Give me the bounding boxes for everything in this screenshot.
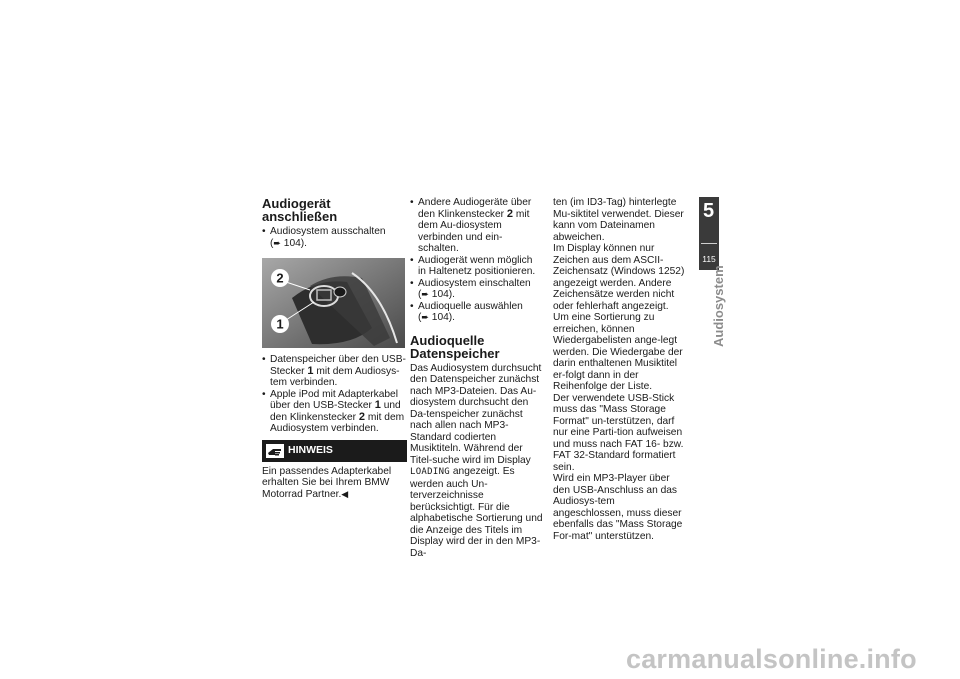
chapter-number: 5 bbox=[703, 200, 715, 222]
note-text: Ein passendes Adapterkabel erhalten Sie bei Ihrem BMW Motorrad Partner.◀ bbox=[262, 465, 392, 500]
note-label: HINWEIS bbox=[288, 443, 333, 456]
paragraph: Der verwendete USB-Stick muss das "Mass Storage Format" un-terstützen, darf nur eine Parti-tion aufweisen und muss nach FAT 16- bzw. FAT 32-Standard formatiert sein. bbox=[553, 392, 684, 473]
arrow-icon: ➨ bbox=[421, 312, 429, 322]
list-item: • Andere Audiogeräte über den Klinkenstecker 2 mit dem Au-diosystem verbinden und ein-schalten. bbox=[410, 197, 543, 255]
paragraph: Um eine Sortierung zu erreichen, können Wiedergabelisten ange-legt werden. Die Wiedergabe der darin enthaltenen Musiktitel er-folgt dann in der Reihenfolge der Liste. bbox=[553, 312, 683, 392]
photo-callout-1: 1 bbox=[276, 316, 284, 332]
list-item: • Audioquelle auswählen (➨ 104). bbox=[410, 301, 543, 324]
list-item: • Audiosystem ausschalten (➨ 104). bbox=[262, 226, 407, 249]
paragraph: ten (im ID3-Tag) hinterlegte Mu-siktitel verwendet. Dieser kann vom Dateinamen abweichen. bbox=[553, 197, 684, 243]
steps-list-2 bbox=[262, 354, 407, 435]
page-reference[interactable]: (➨ 104). bbox=[418, 289, 456, 300]
paragraph: Im Display können nur Zeichen aus dem ASCII-Zeichensatz (Windows 1252) angezeigt werden. Andere Zeichensätze werden nicht oder fehlerhaft angezeigt. bbox=[553, 243, 685, 312]
tab-divider bbox=[701, 243, 717, 244]
note-hand-icon bbox=[266, 444, 284, 458]
page-reference[interactable]: (➨ 104). bbox=[270, 237, 308, 249]
photo-callout-2: 2 bbox=[276, 270, 284, 286]
end-mark-icon: ◀ bbox=[341, 488, 349, 499]
paragraph: Wird ein MP3-Player über den USB-Anschluss an das Audiosys-tem angeschlossen, muss dieser ebenfalls das "Mass Storage For-mat" unterstützen. bbox=[553, 473, 683, 542]
device-photo bbox=[262, 258, 405, 348]
steps-list-3 bbox=[410, 197, 543, 324]
list-item: • Apple iPod mit Adapterkabel über den USB-Stecker 1 und den Klinkenstecker 2 mit dem Audiosystem verbinden. bbox=[262, 389, 407, 435]
page-number: 115 bbox=[702, 254, 716, 264]
storage-paragraph: Das Audiosystem durchsucht den Datenspeicher zunächst nach MP3-Dateien. Das Au-diosystem durchsucht den Da-tenspeicher zunächst nach allen nach MP3-Standard codierten Musiktiteln. Während der Titel-suche wird im Display LOADING angezeigt. Es werden auch Un-terverzeichnisse berücksichtigt. Für die alphabetische Sortierung und die Anzeige des Titels im Display wird der in den MP3-Da- bbox=[410, 362, 543, 559]
list-item: • Audiosystem einschalten (➨ 104). bbox=[410, 278, 543, 301]
section-heading-storage: Audioquelle Datenspeicher bbox=[410, 332, 500, 361]
column-1 bbox=[262, 197, 407, 500]
watermark: carmanualsonline.info bbox=[626, 644, 917, 674]
section-heading-connect: Audiogerät anschließen bbox=[262, 196, 338, 224]
arrow-icon: ➨ bbox=[273, 237, 281, 248]
arrow-icon: ➨ bbox=[421, 289, 429, 299]
steps-list-1 bbox=[262, 226, 407, 249]
column-2 bbox=[410, 197, 543, 559]
column-3 bbox=[553, 197, 688, 542]
display-text: LOADING bbox=[410, 467, 451, 477]
page-reference[interactable]: (➨ 104). bbox=[418, 312, 456, 323]
list-item: • Datenspeicher über den USB-Stecker 1 mit dem Audiosys-tem verbinden. bbox=[262, 354, 407, 389]
note-banner bbox=[262, 440, 407, 462]
usb-socket-illustration bbox=[262, 258, 405, 348]
chapter-label: Audiosystem bbox=[711, 265, 726, 347]
list-item: • Audiogerät wenn möglich in Haltenetz positionieren. bbox=[410, 255, 543, 278]
